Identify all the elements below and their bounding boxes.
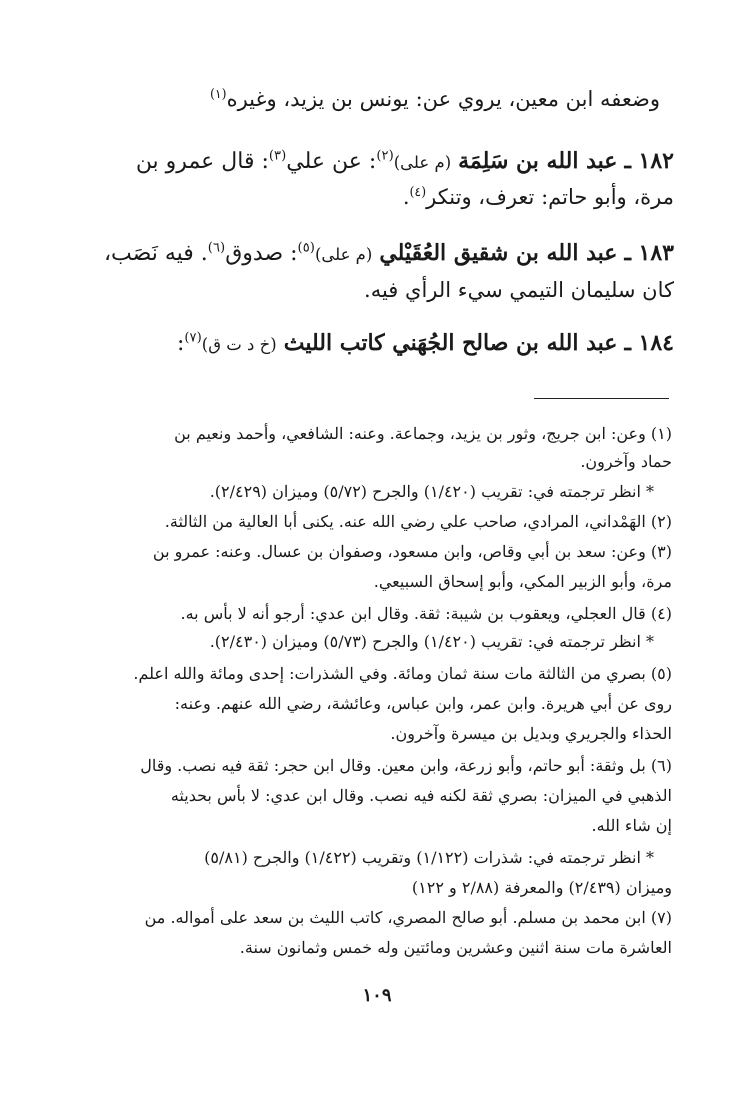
footnote-ref: (٢) xyxy=(376,148,394,164)
entry-182-line2 xyxy=(403,184,674,209)
footnote-line: وميزان (٢/٤٣٩) والمعرفة (٢/٨٨ و ١٢٢) xyxy=(411,878,672,897)
entry-tags: (م علی) xyxy=(393,153,452,172)
entry-name: عبد الله بن سَلِمَة xyxy=(458,148,618,174)
footnote-ref: (٦) xyxy=(207,240,226,256)
entry-text: . xyxy=(402,185,410,209)
footnote-ref: (١) xyxy=(209,86,227,101)
entry-text: : صدوق xyxy=(225,241,298,266)
footnote-line: (١) وعن: ابن جريج، وثور بن يزيد، وجماعة. وعنه: الشافعي، وأحمد ونعيم بن xyxy=(174,424,672,443)
entry-182-line1 xyxy=(136,148,674,174)
footnote-line: الحذاء والجريري وبديل بن ميسرة وآخرون. xyxy=(390,724,672,743)
footnote-line: حماد وآخرون. xyxy=(580,452,672,471)
entry-tags: (م علی) xyxy=(314,245,373,264)
entry-text: : قال عمرو بن xyxy=(135,149,269,174)
footnote-ref: (٧) xyxy=(184,330,202,346)
footnote-line: * انظر ترجمته في: تقريب (١/٤٢٠) والجرح (٥/٧٢) وميزان (٢/٤٢٩). xyxy=(209,482,654,501)
footnote-line: (٦) بل وثقة: أبو حاتم، وأبو زرعة، وابن معين. وقال ابن حجر: ثقة فيه نصب. وقال xyxy=(140,756,672,775)
entry-tags: (خ د ت ق) xyxy=(201,335,277,354)
footnote-line: (٥) بصري من الثالثة مات سنة ثمان ومائة. وفي الشذرات: إحدى ومائة والله اعلم. xyxy=(133,664,672,683)
entry-name: عبد الله بن صالح الجُهَني كاتب الليث xyxy=(283,330,618,356)
intro-text: وضعفه ابن معين، يروي عن: يونس بن يزيد، وغيره xyxy=(226,87,660,111)
entry-text: : xyxy=(176,331,185,356)
footnote-line: روى عن أبي هريرة. وابن عمر، وابن عباس، وعائشة، رضي الله عنهم. وعنه: xyxy=(174,694,672,713)
entry-text: : عن علي xyxy=(286,149,377,174)
entry-number: ١٨٤ ـ xyxy=(624,330,674,356)
footnote-ref: (٤) xyxy=(409,184,427,199)
entry-184-line1 xyxy=(177,330,674,356)
footnote-line: (٣) وعن: سعد بن أبي وقاص، وابن مسعود، وصفوان بن عسال. وعنه: عمرو بن xyxy=(152,542,672,561)
footnote-line: إن شاء الله. xyxy=(591,816,672,835)
footnote-ref: (٥) xyxy=(297,240,315,256)
footnote-line: * انظر ترجمته في: تقريب (١/٤٢٠) والجرح (٥/٧٣) وميزان (٢/٤٣٠). xyxy=(209,632,654,651)
footnote-line: (٤) قال العجلي، ويعقوب بن شيبة: ثقة. وقال ابن عدي: أرجو أنه لا بأس به. xyxy=(180,604,672,623)
footnote-line: (٢) الهَمْداني، المرادي، صاحب علي رضي الله عنه. يكنى أبا العالية من الثالثة. xyxy=(164,512,672,531)
entry-number: ١٨٢ ـ xyxy=(624,148,674,174)
footnote-line: مرة، وأبو الزبير المكي، وأبو إسحاق السبيعي. xyxy=(373,572,672,591)
entry-183-line2 xyxy=(364,278,674,302)
entry-name: عبد الله بن شقيق العُقَيْلي xyxy=(379,240,618,266)
footnote-line: العاشرة مات سنة اثنين وعشرين ومائتين وله خمس وثمانون سنة. xyxy=(239,938,672,957)
footnote-line: الذهبي في الميزان: بصري ثقة لكنه فيه نصب. وقال ابن عدي: لا بأس بحديثه xyxy=(170,786,672,805)
intro-line xyxy=(210,86,660,111)
entry-183-line1 xyxy=(104,240,674,266)
footnote-line: * انظر ترجمته في: شذرات (١/١٢٢) وتقريب (١/٤٢٢) والجرح (٥/٨١) xyxy=(204,848,654,867)
page-number: ١٠٩ xyxy=(362,985,392,1006)
entry-text: كان سليمان التيمي سيء الرأي فيه. xyxy=(364,278,674,302)
entry-text: مرة، وأبو حاتم: تعرف، وتنكر xyxy=(426,185,674,209)
entry-number: ١٨٣ ـ xyxy=(624,240,674,266)
footnote-ref: (٣) xyxy=(268,148,287,164)
footnote-separator xyxy=(534,398,669,399)
footnote-line: (٧) ابن محمد بن مسلم. أبو صالح المصري، كاتب الليث بن سعد على أمواله. من xyxy=(144,908,672,927)
entry-text: . فيه نَصَب، xyxy=(103,241,208,266)
